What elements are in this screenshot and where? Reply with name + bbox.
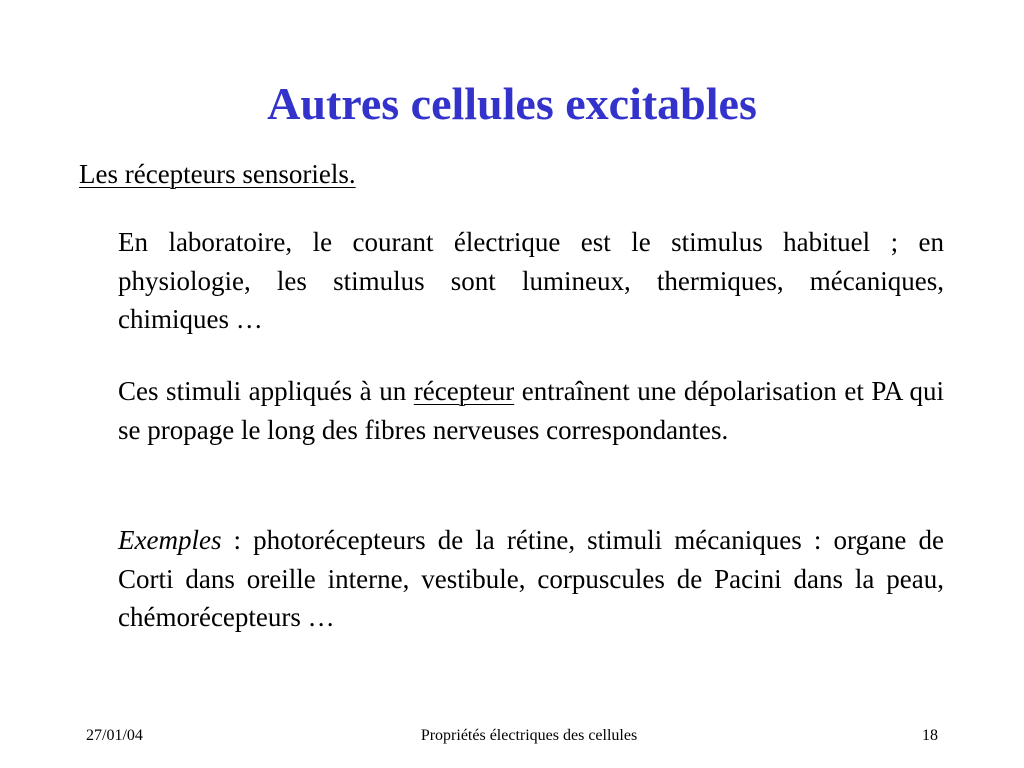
slide-title: Autres cellules excitables xyxy=(267,78,757,129)
examples-text: : photorécepteurs de la rétine, stimuli mécaniques : organe de Corti dans oreille interne, vestibule, corpuscules de Pacini dans la peau, chémorécepteurs … xyxy=(118,525,944,632)
receptor-term: récepteur xyxy=(413,376,515,406)
footer-page-number: 18 xyxy=(922,727,938,744)
footer-date: 27/01/04 xyxy=(86,727,143,744)
footer-title: Propriétés électriques des cellules xyxy=(420,727,638,744)
paragraph-receptor-rest: entraînent une dépolarisation et PA qui se propage le long des fibres nerveuses correspondantes. xyxy=(118,376,945,445)
section-subheading: Les récepteurs sensoriels. xyxy=(79,159,356,189)
paragraph-stimulus: En laboratoire, le courant électrique est le stimulus habituel ; en physiologie, les stimulus sont lumineux, thermiques, mécaniques, chimiques … xyxy=(118,227,944,334)
examples-label: Exemples xyxy=(118,525,222,555)
paragraph-examples xyxy=(118,521,944,637)
paragraph-receptor xyxy=(118,372,944,449)
paragraph-receptor-intro: Ces stimuli appliqués à un xyxy=(118,376,414,406)
